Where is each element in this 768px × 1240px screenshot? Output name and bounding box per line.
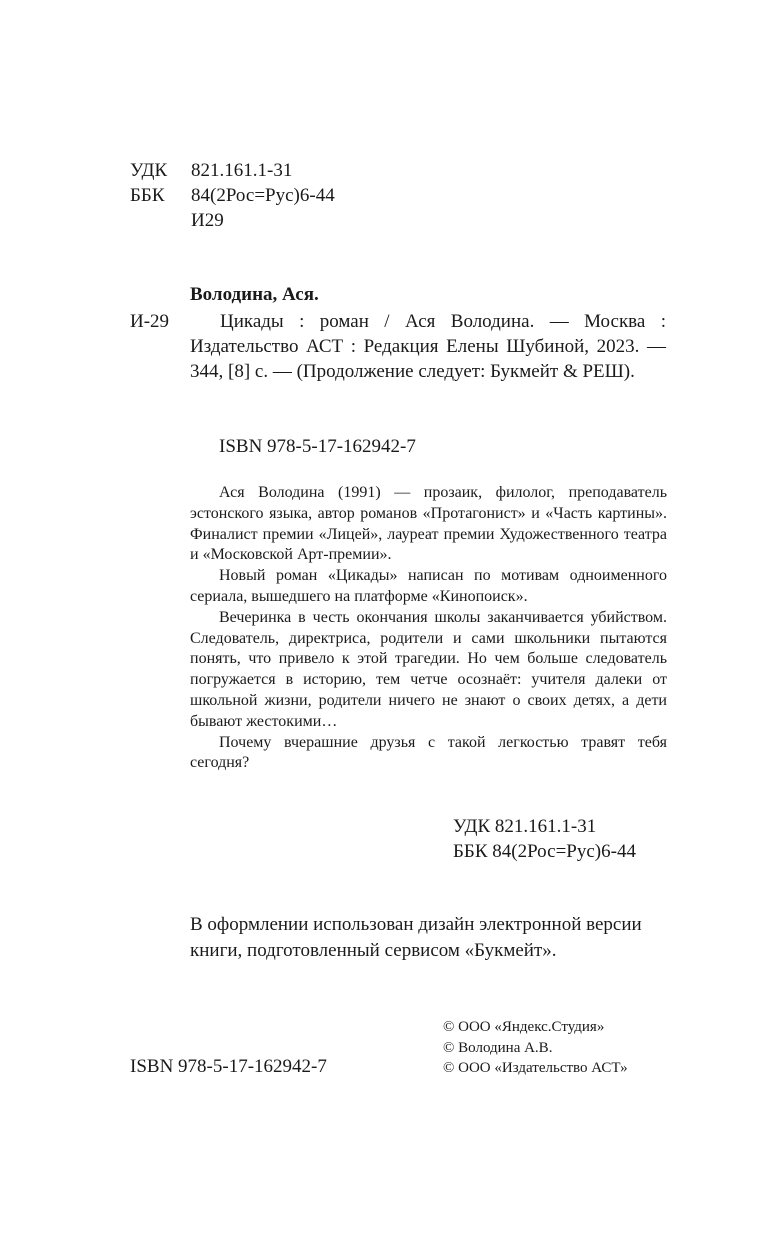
- annotation-paragraph: Вечеринка в честь окончания школы заканчивается убийством. Следователь, директриса, родители и сами школьники пытаются понять, что привело к этой трагедии. Но чем больше следователь погружается в историю, тем четче осознаёт: учителя далеки от школьной жизни, родители ничего не знают о своих детях, а дети бывают жестокими…: [190, 608, 667, 730]
- classification-bottom: [453, 814, 636, 864]
- author-mark: И29: [191, 210, 224, 231]
- record-author: Володина, Ася.: [190, 284, 319, 305]
- udk-row: [130, 158, 335, 183]
- author-mark-row: [130, 208, 335, 233]
- copyright-block: [443, 1017, 628, 1079]
- copyright-line: © ООО «Яндекс.Студия»: [443, 1019, 605, 1035]
- copyright-line: © Володина А.В.: [443, 1039, 553, 1056]
- isbn-bottom: ISBN 978-5-17-162942-7: [130, 1056, 327, 1077]
- bibliographic-description: Цикады : роман / Ася Володина. — Москва : Издательство АСТ : Редакция Елены Шубиной, 2023. — 344, [8] с. — (Продолжение следует: Букмейт & РЕШ).: [190, 311, 666, 382]
- bbk-label: ББК: [130, 185, 165, 206]
- copyright-line: © ООО «Издательство АСТ»: [443, 1060, 628, 1076]
- bbk-bottom: ББК 84(2Рос=Рус)6-44: [453, 841, 636, 862]
- annotation: [190, 483, 667, 774]
- annotation-paragraph: Почему вчерашние друзья с такой легкостью травят тебя сегодня?: [190, 733, 667, 772]
- bbk-value: 84(2Рос=Рус)6-44: [191, 185, 335, 206]
- record-index: И-29: [130, 311, 170, 332]
- annotation-paragraph: Ася Володина (1991) — прозаик, филолог, преподаватель эстонского языка, автор романов «Протагонист» и «Часть картины». Финалист премии «Лицей», лауреат премии Художественного театра и «Московской Арт-премии».: [190, 484, 667, 564]
- udk-value: 821.161.1-31: [191, 160, 293, 181]
- record-isbn: ISBN 978-5-17-162942-7: [219, 436, 416, 457]
- udk-label: УДК: [130, 160, 168, 181]
- annotation-paragraph: Новый роман «Цикады» написан по мотивам одноименного сериала, вышедшего на платформе «Кинопоиск».: [190, 567, 667, 605]
- bbk-row: [130, 183, 335, 208]
- udk-bottom: УДК 821.161.1-31: [453, 816, 597, 837]
- design-note: В оформлении использован дизайн электронной версии книги, подготовленный сервисом «Букмейт».: [190, 914, 642, 961]
- classification-top: [130, 158, 335, 233]
